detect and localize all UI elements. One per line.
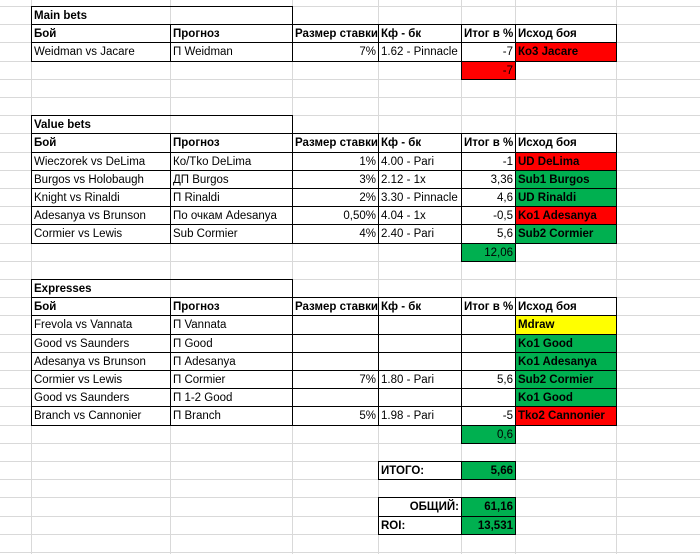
header-outcome[interactable]: Исход боя: [515, 133, 617, 152]
cell-pick[interactable]: ДП Burgos: [170, 170, 293, 189]
cell-result[interactable]: 5,6: [461, 224, 516, 243]
cell-stake[interactable]: 0,50%: [292, 206, 379, 225]
value-total[interactable]: 12,06: [461, 243, 516, 262]
cell-result[interactable]: 3,36: [461, 170, 516, 189]
cell-outcome-win[interactable]: Sub1 Burgos: [515, 170, 617, 189]
cell-fight[interactable]: Cormier vs Lewis: [31, 224, 171, 243]
cell-result[interactable]: [461, 315, 516, 334]
cell-stake[interactable]: 5%: [292, 406, 379, 425]
main-section-title[interactable]: Main bets: [31, 6, 293, 25]
itogo-value[interactable]: 5,66: [461, 461, 516, 480]
roi-label[interactable]: ROI:: [378, 516, 462, 535]
express-section-title[interactable]: Expresses: [31, 279, 293, 298]
cell-outcome-win[interactable]: Ko1 Adesanya: [515, 352, 617, 371]
cell-stake[interactable]: 7%: [292, 370, 379, 389]
cell-pick[interactable]: П Rinaldi: [170, 188, 293, 207]
cell-outcome-win[interactable]: UD Rinaldi: [515, 188, 617, 207]
cell-fight[interactable]: Wieczorek vs DeLima: [31, 152, 171, 171]
header-stake[interactable]: Размер ставки: [292, 297, 379, 316]
cell-stake[interactable]: 7%: [292, 42, 379, 61]
cell-fight[interactable]: Weidman vs Jacare: [31, 42, 171, 61]
cell-odds[interactable]: 4.00 - Pari: [378, 152, 462, 171]
cell-fight[interactable]: Good vs Saunders: [31, 334, 171, 353]
itogo-label[interactable]: ИТОГО:: [378, 461, 462, 480]
cell-stake[interactable]: [292, 388, 379, 407]
cell-result[interactable]: -7: [461, 42, 516, 61]
cell-odds[interactable]: 1.62 - Pinnacle: [378, 42, 462, 61]
value-section-title[interactable]: Value bets: [31, 115, 293, 134]
cell-fight[interactable]: Adesanya vs Brunson: [31, 206, 171, 225]
cell-odds[interactable]: 4.04 - 1x: [378, 206, 462, 225]
cell-result[interactable]: [461, 334, 516, 353]
cell-result[interactable]: [461, 388, 516, 407]
cell-result[interactable]: 5,6: [461, 370, 516, 389]
roi-value[interactable]: 13,531: [461, 516, 516, 535]
header-fight[interactable]: Бой: [31, 297, 171, 316]
cell-pick[interactable]: П Good: [170, 334, 293, 353]
cell-fight[interactable]: Cormier vs Lewis: [31, 370, 171, 389]
header-pick[interactable]: Прогноз: [170, 133, 293, 152]
cell-fight[interactable]: Branch vs Cannonier: [31, 406, 171, 425]
cell-outcome-win[interactable]: Sub2 Cormier: [515, 224, 617, 243]
cell-pick[interactable]: П Adesanya: [170, 352, 293, 371]
header-outcome[interactable]: Исход боя: [515, 24, 617, 43]
express-total[interactable]: 0,6: [461, 425, 516, 444]
main-total[interactable]: -7: [461, 61, 516, 80]
header-result[interactable]: Итог в %: [461, 297, 516, 316]
cell-pick[interactable]: П Vannata: [170, 315, 293, 334]
cell-odds[interactable]: [378, 388, 462, 407]
cell-odds[interactable]: [378, 352, 462, 371]
cell-fight[interactable]: Adesanya vs Brunson: [31, 352, 171, 371]
general-value[interactable]: 61,16: [461, 497, 516, 516]
cell-fight[interactable]: Knight vs Rinaldi: [31, 188, 171, 207]
header-pick[interactable]: Прогноз: [170, 297, 293, 316]
cell-fight[interactable]: Frevola vs Vannata: [31, 315, 171, 334]
header-pick[interactable]: Прогноз: [170, 24, 293, 43]
cell-pick[interactable]: П Branch: [170, 406, 293, 425]
cell-pick[interactable]: П Weidman: [170, 42, 293, 61]
cell-result[interactable]: -0,5: [461, 206, 516, 225]
cell-outcome-draw[interactable]: Mdraw: [515, 315, 617, 334]
header-result[interactable]: Итог в %: [461, 24, 516, 43]
cell-odds[interactable]: [378, 334, 462, 353]
cell-result[interactable]: -5: [461, 406, 516, 425]
cell-pick[interactable]: Ко/Tko DeLima: [170, 152, 293, 171]
header-result[interactable]: Итог в %: [461, 133, 516, 152]
cell-outcome-win[interactable]: Ko1 Good: [515, 334, 617, 353]
cell-outcome-win[interactable]: Ko1 Good: [515, 388, 617, 407]
cell-fight[interactable]: Burgos vs Holobaugh: [31, 170, 171, 189]
cell-fight[interactable]: Good vs Saunders: [31, 388, 171, 407]
header-odds[interactable]: Кф - бк: [378, 133, 462, 152]
cell-odds[interactable]: 2.40 - Pari: [378, 224, 462, 243]
header-fight[interactable]: Бой: [31, 133, 171, 152]
cell-outcome-loss[interactable]: UD DeLima: [515, 152, 617, 171]
cell-pick[interactable]: По очкам Adesanya: [170, 206, 293, 225]
cell-outcome-loss[interactable]: Ко3 Jacare: [515, 42, 617, 61]
cell-odds[interactable]: [378, 315, 462, 334]
cell-result[interactable]: 4,6: [461, 188, 516, 207]
cell-odds[interactable]: 2.12 - 1x: [378, 170, 462, 189]
header-odds[interactable]: Кф - бк: [378, 24, 462, 43]
header-fight[interactable]: Бой: [31, 24, 171, 43]
cell-odds[interactable]: 1.80 - Pari: [378, 370, 462, 389]
cell-stake[interactable]: [292, 334, 379, 353]
cell-outcome-loss[interactable]: Tko2 Cannonier: [515, 406, 617, 425]
cell-outcome-win[interactable]: Sub2 Cormier: [515, 370, 617, 389]
cell-odds[interactable]: 3.30 - Pinnacle: [378, 188, 462, 207]
cell-pick[interactable]: П Cormier: [170, 370, 293, 389]
cell-stake[interactable]: [292, 352, 379, 371]
general-label[interactable]: ОБЩИЙ:: [378, 497, 462, 516]
cell-stake[interactable]: 4%: [292, 224, 379, 243]
cell-stake[interactable]: 3%: [292, 170, 379, 189]
cell-result[interactable]: [461, 352, 516, 371]
header-stake[interactable]: Размер ставки: [292, 133, 379, 152]
header-odds[interactable]: Кф - бк: [378, 297, 462, 316]
header-outcome[interactable]: Исход боя: [515, 297, 617, 316]
cell-stake[interactable]: 1%: [292, 152, 379, 171]
cell-stake[interactable]: 2%: [292, 188, 379, 207]
cell-odds[interactable]: 1.98 - Pari: [378, 406, 462, 425]
cell-stake[interactable]: [292, 315, 379, 334]
cell-pick[interactable]: Sub Cormier: [170, 224, 293, 243]
header-stake[interactable]: Размер ставки: [292, 24, 379, 43]
cell-pick[interactable]: П 1-2 Good: [170, 388, 293, 407]
cell-result[interactable]: -1: [461, 152, 516, 171]
cell-outcome-loss[interactable]: Ko1 Adesanya: [515, 206, 617, 225]
